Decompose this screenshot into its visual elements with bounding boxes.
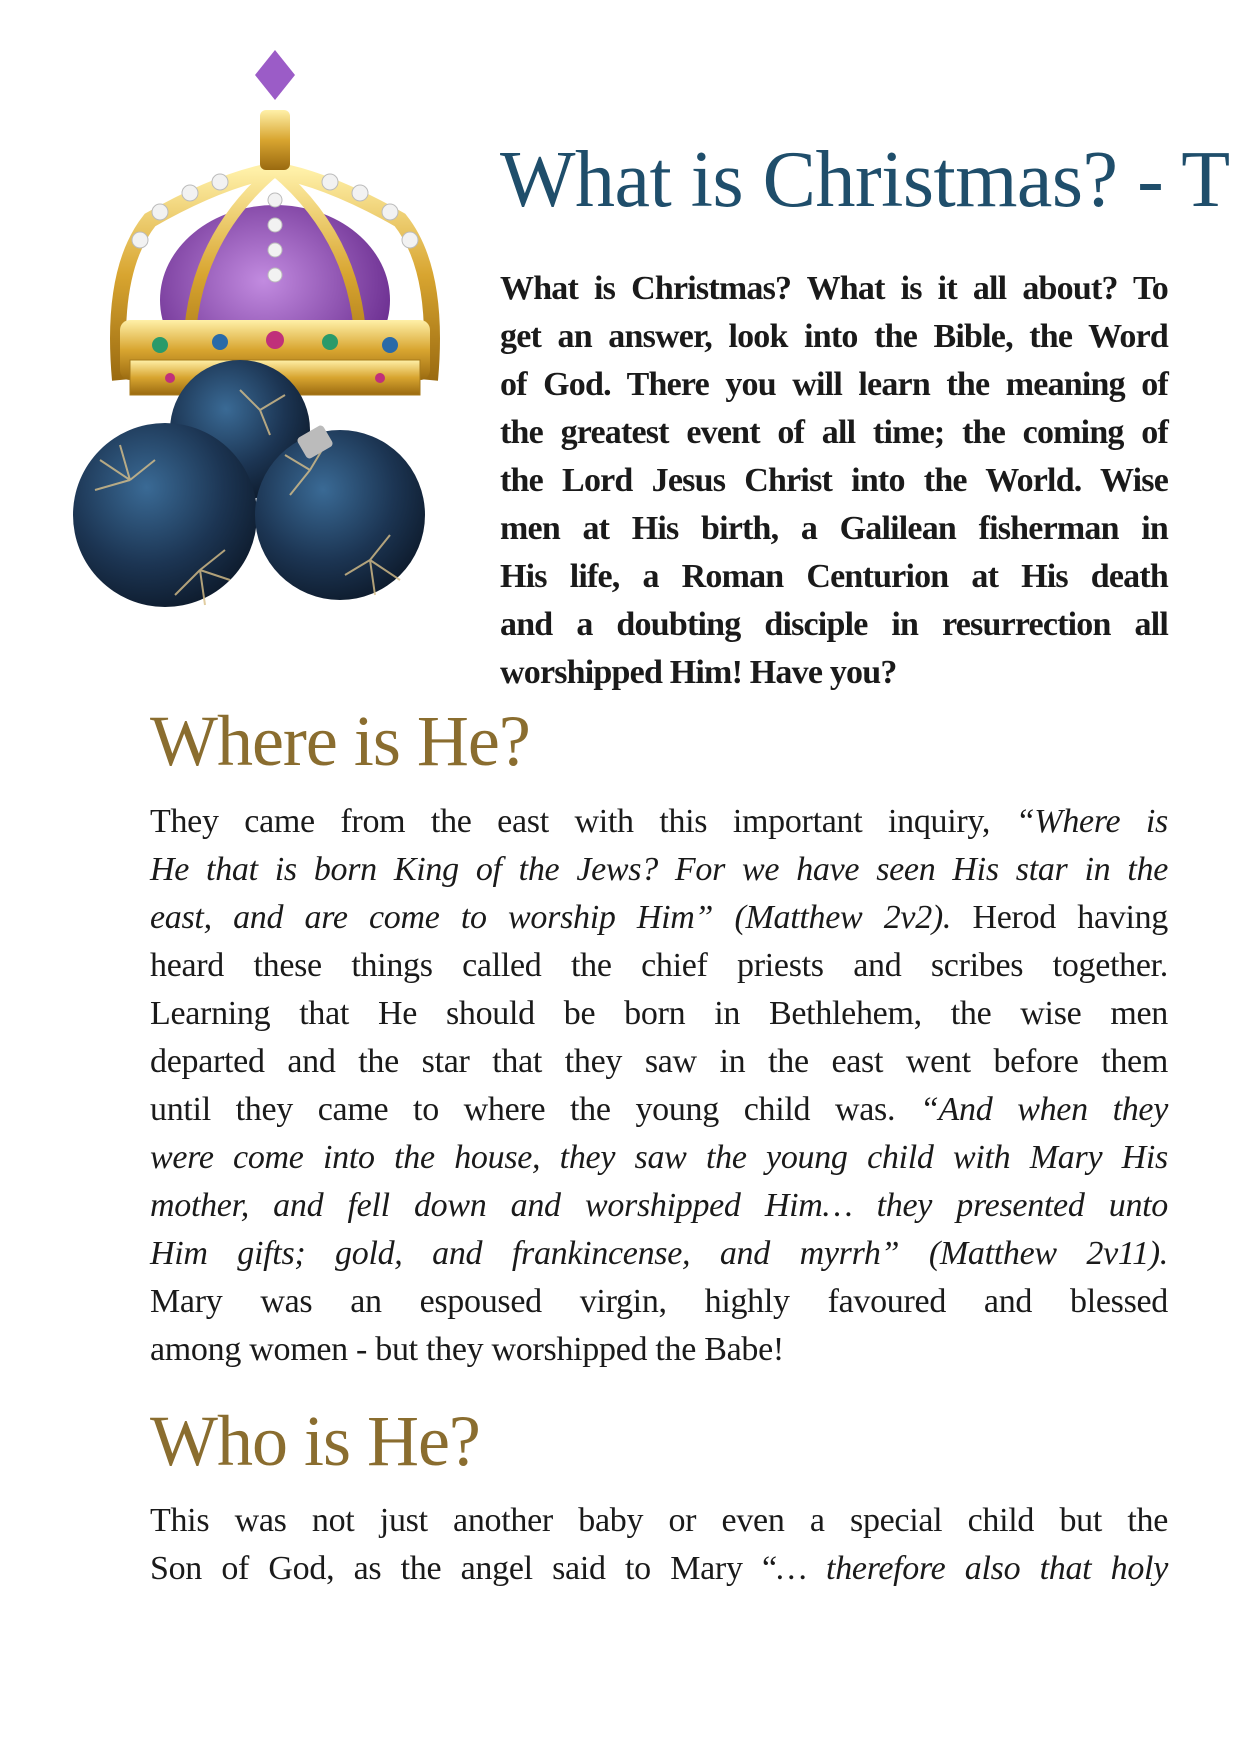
text-run: Him gifts; gold, and frankincense, and myrrh” (Matthew 2v11).	[150, 1235, 1168, 1272]
text-line	[150, 942, 1168, 990]
text-line	[150, 1230, 1168, 1278]
text-line	[500, 601, 1168, 649]
text-run: the Lord Jesus Christ into the World. Wise	[500, 462, 1168, 499]
section-heading-who: Who is He?	[150, 1401, 480, 1481]
text-line	[150, 1134, 1168, 1182]
text-run: until they came to where the young child was.	[150, 1091, 920, 1128]
text-line	[150, 894, 1168, 942]
text-line	[150, 990, 1168, 1038]
who-paragraph	[150, 1497, 1168, 1593]
text-line	[500, 313, 1168, 361]
text-run: among women - but they worshipped the Babe!	[150, 1331, 784, 1368]
text-run: worshipped Him! Have you?	[500, 654, 897, 691]
text-line	[150, 798, 1168, 846]
text-line	[500, 265, 1168, 313]
text-line	[150, 1038, 1168, 1086]
text-line	[500, 457, 1168, 505]
text-run: He that is born King of the Jews? For we have seen His star in the	[150, 851, 1168, 888]
text-run: … therefore also that holy	[776, 1550, 1168, 1587]
text-line	[500, 553, 1168, 601]
text-line	[500, 505, 1168, 553]
text-run: were come into the house, they saw the young child with Mary His	[150, 1139, 1168, 1176]
text-run: Son of God, as the angel said to Mary “	[150, 1550, 777, 1587]
text-line	[150, 1278, 1168, 1326]
text-line	[150, 1497, 1168, 1545]
text-line	[150, 1326, 1168, 1374]
section-heading-where: Where is He?	[150, 701, 530, 781]
text-line	[500, 649, 1168, 697]
page-title: What is Christmas? - T	[500, 136, 1230, 224]
text-run: the meaning	[946, 366, 1125, 403]
text-run: of God. There you will learn	[500, 366, 947, 403]
intro-paragraph	[500, 265, 1168, 697]
text-run: and a doubting disciple in resurrection all	[500, 606, 1168, 643]
text-line	[500, 409, 1168, 457]
text-run: Mary was an espoused virgin, highly favoured and blessed	[150, 1283, 1168, 1320]
text-run: of	[1124, 366, 1169, 403]
text-line	[150, 1086, 1168, 1134]
text-run: the greatest event of all time; the coming of	[500, 414, 1168, 451]
text-run: Herod having	[951, 899, 1168, 936]
text-run: “And when they	[919, 1091, 1168, 1128]
text-run: What is Christmas? What is it all about? To	[500, 270, 1168, 307]
crown-and-baubles-illustration	[70, 50, 480, 640]
text-run: get an answer, look into the Bible, the Word	[500, 318, 1168, 355]
text-run: departed and the star that they saw in the east went before them	[150, 1043, 1168, 1080]
text-run: heard these things called the chief priests and scribes together.	[150, 947, 1168, 984]
where-paragraph	[150, 798, 1168, 1374]
text-run: men at His birth, a Galilean fisherman in	[500, 510, 1168, 547]
text-line	[150, 1182, 1168, 1230]
text-run: Learning that He should be born in Bethlehem, the wise men	[150, 995, 1168, 1032]
text-line	[150, 1545, 1168, 1593]
text-line	[150, 846, 1168, 894]
text-line	[500, 361, 1168, 409]
text-run: They came from the east with this important inquiry,	[150, 803, 1016, 840]
text-run: His life, a Roman Centurion at His death	[500, 558, 1168, 595]
text-run: mother, and fell down and worshipped Him… they presented unto	[150, 1187, 1168, 1224]
text-run: This was not just another baby or even a special child but the	[150, 1502, 1168, 1539]
text-run: east, and are come to worship Him” (Matthew 2v2).	[150, 899, 952, 936]
text-run: “Where is	[1015, 803, 1168, 840]
